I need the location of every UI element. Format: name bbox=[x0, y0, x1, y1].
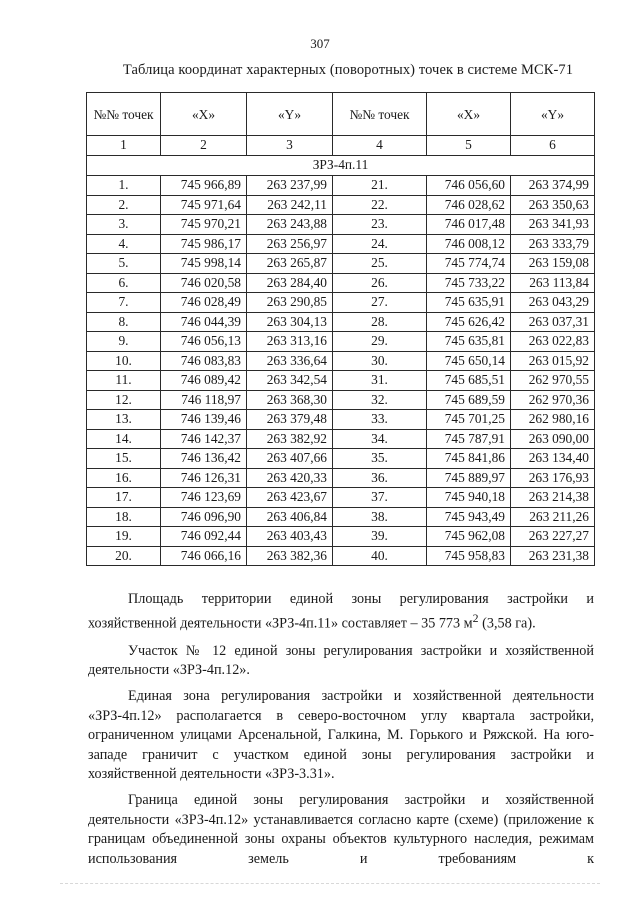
x-coordinate-cell: 745 701,25 bbox=[427, 410, 511, 430]
point-number-cell: 14. bbox=[87, 429, 161, 449]
point-number-cell: 1. bbox=[87, 176, 161, 196]
point-number-cell: 35. bbox=[333, 449, 427, 469]
point-number-cell: 15. bbox=[87, 449, 161, 469]
column-index: 6 bbox=[511, 136, 595, 156]
coordinates-table bbox=[86, 92, 595, 566]
header-cell: «X» bbox=[427, 93, 511, 136]
y-coordinate-cell: 263 350,63 bbox=[511, 195, 595, 215]
point-number-cell: 11. bbox=[87, 371, 161, 391]
y-coordinate-cell: 263 211,26 bbox=[511, 507, 595, 527]
x-coordinate-cell: 746 092,44 bbox=[161, 527, 247, 547]
y-coordinate-cell: 263 342,54 bbox=[247, 371, 333, 391]
table-row bbox=[87, 293, 595, 313]
point-number-cell: 19. bbox=[87, 527, 161, 547]
column-index: 5 bbox=[427, 136, 511, 156]
x-coordinate-cell: 746 056,60 bbox=[427, 176, 511, 196]
x-coordinate-cell: 746 028,62 bbox=[427, 195, 511, 215]
x-coordinate-cell: 746 056,13 bbox=[161, 332, 247, 352]
x-coordinate-cell: 746 083,83 bbox=[161, 351, 247, 371]
x-coordinate-cell: 745 626,42 bbox=[427, 312, 511, 332]
x-coordinate-cell: 746 008,12 bbox=[427, 234, 511, 254]
x-coordinate-cell: 745 774,74 bbox=[427, 254, 511, 274]
paragraph-area bbox=[88, 590, 594, 635]
x-coordinate-cell: 745 650,14 bbox=[427, 351, 511, 371]
point-number-cell: 6. bbox=[87, 273, 161, 293]
table-row bbox=[87, 254, 595, 274]
y-coordinate-cell: 263 090,00 bbox=[511, 429, 595, 449]
y-coordinate-cell: 263 242,11 bbox=[247, 195, 333, 215]
table-row bbox=[87, 215, 595, 235]
table-row bbox=[87, 410, 595, 430]
y-coordinate-cell: 262 980,16 bbox=[511, 410, 595, 430]
table-header-row bbox=[87, 93, 595, 136]
y-coordinate-cell: 263 341,93 bbox=[511, 215, 595, 235]
x-coordinate-cell: 745 787,91 bbox=[427, 429, 511, 449]
x-coordinate-cell: 745 889,97 bbox=[427, 468, 511, 488]
point-number-cell: 32. bbox=[333, 390, 427, 410]
table-row bbox=[87, 488, 595, 508]
body-text bbox=[88, 590, 594, 876]
point-number-cell: 28. bbox=[333, 312, 427, 332]
x-coordinate-cell: 746 123,69 bbox=[161, 488, 247, 508]
y-coordinate-cell: 263 231,38 bbox=[511, 546, 595, 566]
x-coordinate-cell: 745 940,18 bbox=[427, 488, 511, 508]
point-number-cell: 24. bbox=[333, 234, 427, 254]
x-coordinate-cell: 745 958,83 bbox=[427, 546, 511, 566]
table-row bbox=[87, 195, 595, 215]
point-number-cell: 27. bbox=[333, 293, 427, 313]
y-coordinate-cell: 263 176,93 bbox=[511, 468, 595, 488]
point-number-cell: 34. bbox=[333, 429, 427, 449]
y-coordinate-cell: 263 403,43 bbox=[247, 527, 333, 547]
area-text: Площадь территории единой зоны регулирования застройки и хозяйственной деятельности «ЗРЗ-4п.11» составляет – 35 773 м bbox=[88, 591, 594, 633]
x-coordinate-cell: 745 943,49 bbox=[427, 507, 511, 527]
x-coordinate-cell: 746 017,48 bbox=[427, 215, 511, 235]
table-row bbox=[87, 507, 595, 527]
y-coordinate-cell: 263 159,08 bbox=[511, 254, 595, 274]
y-coordinate-cell: 262 970,36 bbox=[511, 390, 595, 410]
table-row bbox=[87, 429, 595, 449]
point-number-cell: 16. bbox=[87, 468, 161, 488]
y-coordinate-cell: 263 022,83 bbox=[511, 332, 595, 352]
point-number-cell: 3. bbox=[87, 215, 161, 235]
x-coordinate-cell: 745 966,89 bbox=[161, 176, 247, 196]
point-number-cell: 37. bbox=[333, 488, 427, 508]
table-row bbox=[87, 234, 595, 254]
y-coordinate-cell: 263 214,38 bbox=[511, 488, 595, 508]
y-coordinate-cell: 263 333,79 bbox=[511, 234, 595, 254]
point-number-cell: 26. bbox=[333, 273, 427, 293]
point-number-cell: 21. bbox=[333, 176, 427, 196]
point-number-cell: 20. bbox=[87, 546, 161, 566]
table-row bbox=[87, 468, 595, 488]
y-coordinate-cell: 263 015,92 bbox=[511, 351, 595, 371]
y-coordinate-cell: 262 970,55 bbox=[511, 371, 595, 391]
table-row bbox=[87, 312, 595, 332]
y-coordinate-cell: 263 374,99 bbox=[511, 176, 595, 196]
point-number-cell: 40. bbox=[333, 546, 427, 566]
point-number-cell: 7. bbox=[87, 293, 161, 313]
page-number: 307 bbox=[310, 36, 330, 51]
x-coordinate-cell: 745 685,51 bbox=[427, 371, 511, 391]
y-coordinate-cell: 263 243,88 bbox=[247, 215, 333, 235]
zone-label: ЗРЗ-4п.11 bbox=[87, 156, 595, 176]
table-row bbox=[87, 273, 595, 293]
x-coordinate-cell: 745 635,81 bbox=[427, 332, 511, 352]
x-coordinate-cell: 746 118,97 bbox=[161, 390, 247, 410]
x-coordinate-cell: 746 142,37 bbox=[161, 429, 247, 449]
table-row bbox=[87, 449, 595, 469]
scan-edge-marks bbox=[60, 883, 600, 886]
point-number-cell: 31. bbox=[333, 371, 427, 391]
point-number-cell: 36. bbox=[333, 468, 427, 488]
paragraph-plot-title: Участок № 12 единой зоны регулирования застройки и хозяйственной деятельности «ЗРЗ-4п.12». bbox=[88, 642, 594, 678]
column-index: 4 bbox=[333, 136, 427, 156]
y-coordinate-cell: 263 382,92 bbox=[247, 429, 333, 449]
x-coordinate-cell: 746 126,31 bbox=[161, 468, 247, 488]
x-coordinate-cell: 745 986,17 bbox=[161, 234, 247, 254]
y-coordinate-cell: 263 037,31 bbox=[511, 312, 595, 332]
table-row bbox=[87, 546, 595, 566]
column-index: 3 bbox=[247, 136, 333, 156]
y-coordinate-cell: 263 420,33 bbox=[247, 468, 333, 488]
table-row bbox=[87, 351, 595, 371]
x-coordinate-cell: 746 136,42 bbox=[161, 449, 247, 469]
point-number-cell: 18. bbox=[87, 507, 161, 527]
x-coordinate-cell: 745 635,91 bbox=[427, 293, 511, 313]
area-unit-superscript: 2 bbox=[472, 611, 479, 626]
x-coordinate-cell: 746 044,39 bbox=[161, 312, 247, 332]
table-title: Таблица координат характерных (поворотных) точек в системе МСК-71 bbox=[122, 62, 574, 78]
table-row bbox=[87, 332, 595, 352]
table-row bbox=[87, 371, 595, 391]
header-cell: №№ точек bbox=[87, 93, 161, 136]
x-coordinate-cell: 745 998,14 bbox=[161, 254, 247, 274]
y-coordinate-cell: 263 134,40 bbox=[511, 449, 595, 469]
point-number-cell: 33. bbox=[333, 410, 427, 430]
point-number-cell: 39. bbox=[333, 527, 427, 547]
point-number-cell: 9. bbox=[87, 332, 161, 352]
point-number-cell: 5. bbox=[87, 254, 161, 274]
x-coordinate-cell: 745 970,21 bbox=[161, 215, 247, 235]
y-coordinate-cell: 263 227,27 bbox=[511, 527, 595, 547]
point-number-cell: 17. bbox=[87, 488, 161, 508]
y-coordinate-cell: 263 256,97 bbox=[247, 234, 333, 254]
x-coordinate-cell: 745 689,59 bbox=[427, 390, 511, 410]
point-number-cell: 29. bbox=[333, 332, 427, 352]
point-number-cell: 8. bbox=[87, 312, 161, 332]
y-coordinate-cell: 263 368,30 bbox=[247, 390, 333, 410]
point-number-cell: 30. bbox=[333, 351, 427, 371]
header-cell: «Y» bbox=[511, 93, 595, 136]
header-cell: «Y» bbox=[247, 93, 333, 136]
x-coordinate-cell: 745 971,64 bbox=[161, 195, 247, 215]
y-coordinate-cell: 263 304,13 bbox=[247, 312, 333, 332]
x-coordinate-cell: 746 028,49 bbox=[161, 293, 247, 313]
zone-label-row bbox=[87, 156, 595, 176]
y-coordinate-cell: 263 043,29 bbox=[511, 293, 595, 313]
paragraph-boundary: Граница единой зоны регулирования застройки и хозяйственной деятельности «ЗРЗ-4п.12» устанавливается согласно карте (схеме) (приложение к границам объединенной зоны охраны объектов культурного наследия, режимам использования земель и требованиям к bbox=[88, 792, 594, 867]
point-number-cell: 2. bbox=[87, 195, 161, 215]
y-coordinate-cell: 263 423,67 bbox=[247, 488, 333, 508]
x-coordinate-cell: 746 066,16 bbox=[161, 546, 247, 566]
column-index: 1 bbox=[87, 136, 161, 156]
table-row bbox=[87, 527, 595, 547]
y-coordinate-cell: 263 407,66 bbox=[247, 449, 333, 469]
header-cell: №№ точек bbox=[333, 93, 427, 136]
y-coordinate-cell: 263 113,84 bbox=[511, 273, 595, 293]
point-number-cell: 22. bbox=[333, 195, 427, 215]
column-index: 2 bbox=[161, 136, 247, 156]
point-number-cell: 12. bbox=[87, 390, 161, 410]
point-number-cell: 4. bbox=[87, 234, 161, 254]
table-row bbox=[87, 390, 595, 410]
y-coordinate-cell: 263 265,87 bbox=[247, 254, 333, 274]
column-index-row bbox=[87, 136, 595, 156]
y-coordinate-cell: 263 382,36 bbox=[247, 546, 333, 566]
point-number-cell: 23. bbox=[333, 215, 427, 235]
y-coordinate-cell: 263 336,64 bbox=[247, 351, 333, 371]
x-coordinate-cell: 746 096,90 bbox=[161, 507, 247, 527]
x-coordinate-cell: 746 139,46 bbox=[161, 410, 247, 430]
paragraph-location: Единая зона регулирования застройки и хозяйственной деятельности «ЗРЗ-4п.12» располагается в северо-восточном углу квартала застройки, ограниченном улицами Арсенальной, Галкина, М. Горького и Ряжской. На юго-западе граничит с участком единой зоны регулирования застройки и хозяйственной деятельности «ЗРЗ-3.31». bbox=[88, 688, 594, 782]
x-coordinate-cell: 745 841,86 bbox=[427, 449, 511, 469]
x-coordinate-cell: 745 733,22 bbox=[427, 273, 511, 293]
point-number-cell: 25. bbox=[333, 254, 427, 274]
point-number-cell: 13. bbox=[87, 410, 161, 430]
area-text-end: (3,58 га). bbox=[478, 616, 536, 633]
y-coordinate-cell: 263 284,40 bbox=[247, 273, 333, 293]
y-coordinate-cell: 263 237,99 bbox=[247, 176, 333, 196]
y-coordinate-cell: 263 313,16 bbox=[247, 332, 333, 352]
x-coordinate-cell: 746 089,42 bbox=[161, 371, 247, 391]
header-cell: «X» bbox=[161, 93, 247, 136]
y-coordinate-cell: 263 406,84 bbox=[247, 507, 333, 527]
x-coordinate-cell: 745 962,08 bbox=[427, 527, 511, 547]
point-number-cell: 38. bbox=[333, 507, 427, 527]
table-row bbox=[87, 176, 595, 196]
x-coordinate-cell: 746 020,58 bbox=[161, 273, 247, 293]
point-number-cell: 10. bbox=[87, 351, 161, 371]
y-coordinate-cell: 263 290,85 bbox=[247, 293, 333, 313]
y-coordinate-cell: 263 379,48 bbox=[247, 410, 333, 430]
